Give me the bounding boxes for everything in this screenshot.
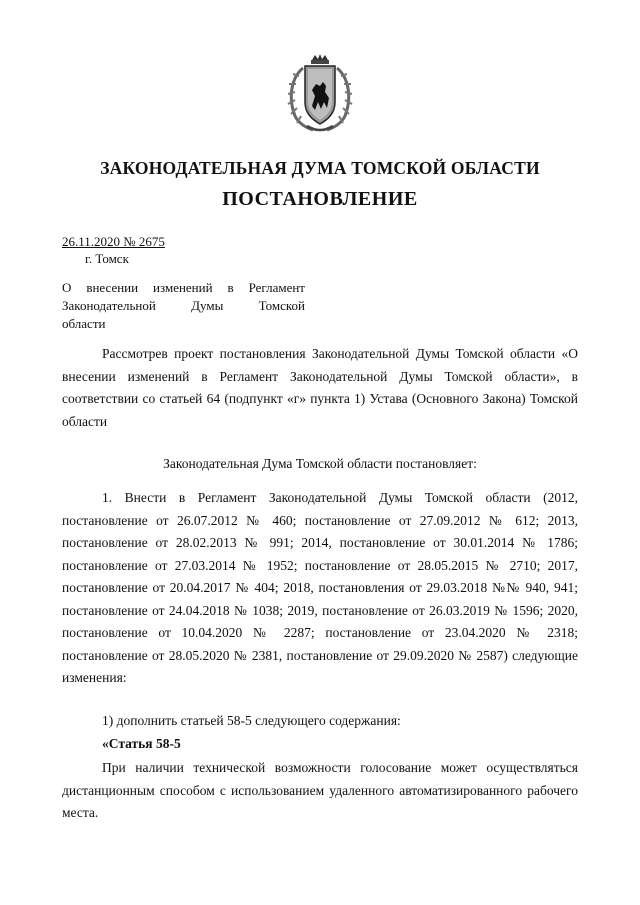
document-subject: [62, 279, 305, 333]
subject-line: О внесении изменений в Регламент: [62, 280, 305, 295]
article-title: «Статья 58-5: [102, 736, 181, 751]
item-1-paragraph: 1. Внести в Регламент Законодательной Думы Томской области (2012, постановление от 26.07.2012 № 460; постановление от 27.09.2012 № 612; 2013, постановление от 28.02.2013 № 991; 2014, постановление от 30.01.2014 № 1786; постановление от 27.03.2014 № 1952; постановление от 28.05.2015 № 2710; 2017, постановление от 20.04.2017 № 404; 2018, постановления от 29.03.2018 №№ 940, 941; постановление от 24.04.2018 № 1038; 2019, постановление от 26.03.2019 № 1596; 2020, постановление от 10.04.2020 № 2287; постановление от 23.04.2020 № 2318; постановление от 28.05.2020 № 2381, постановление от 29.09.2020 № 2587) следующие изменения:: [62, 490, 578, 685]
article-text: При наличии технической возможности голосование может осуществляться дистанционным способом с использованием удаленного автоматизированного рабочего места.: [62, 760, 578, 820]
organization-title: ЗАКОНОДАТЕЛЬНАЯ ДУМА ТОМСКОЙ ОБЛАСТИ: [100, 158, 540, 178]
subject-line: Законодательной Думы Томской: [62, 298, 305, 313]
decree-statement: Законодательная Дума Томской области постановляет:: [163, 456, 477, 471]
preamble-paragraph: Рассмотрев проект постановления Законодательной Думы Томской области «О внесении изменений в Регламент Законодательной Думы Томской области», в соответствии со статьей 64 (подпункт «г» пункта 1) Устава (Основного Закона) Томской области: [62, 346, 578, 429]
coat-of-arms-icon: [285, 54, 355, 134]
document-type-title: ПОСТАНОВЛЕНИЕ: [222, 188, 418, 210]
subitem-1-paragraph: 1) дополнить статьей 58-5 следующего содержания:: [102, 713, 401, 728]
document-city: г. Томск: [85, 251, 129, 266]
subject-line: области: [62, 316, 106, 331]
document-date-number: 26.11.2020 № 2675: [62, 234, 165, 249]
